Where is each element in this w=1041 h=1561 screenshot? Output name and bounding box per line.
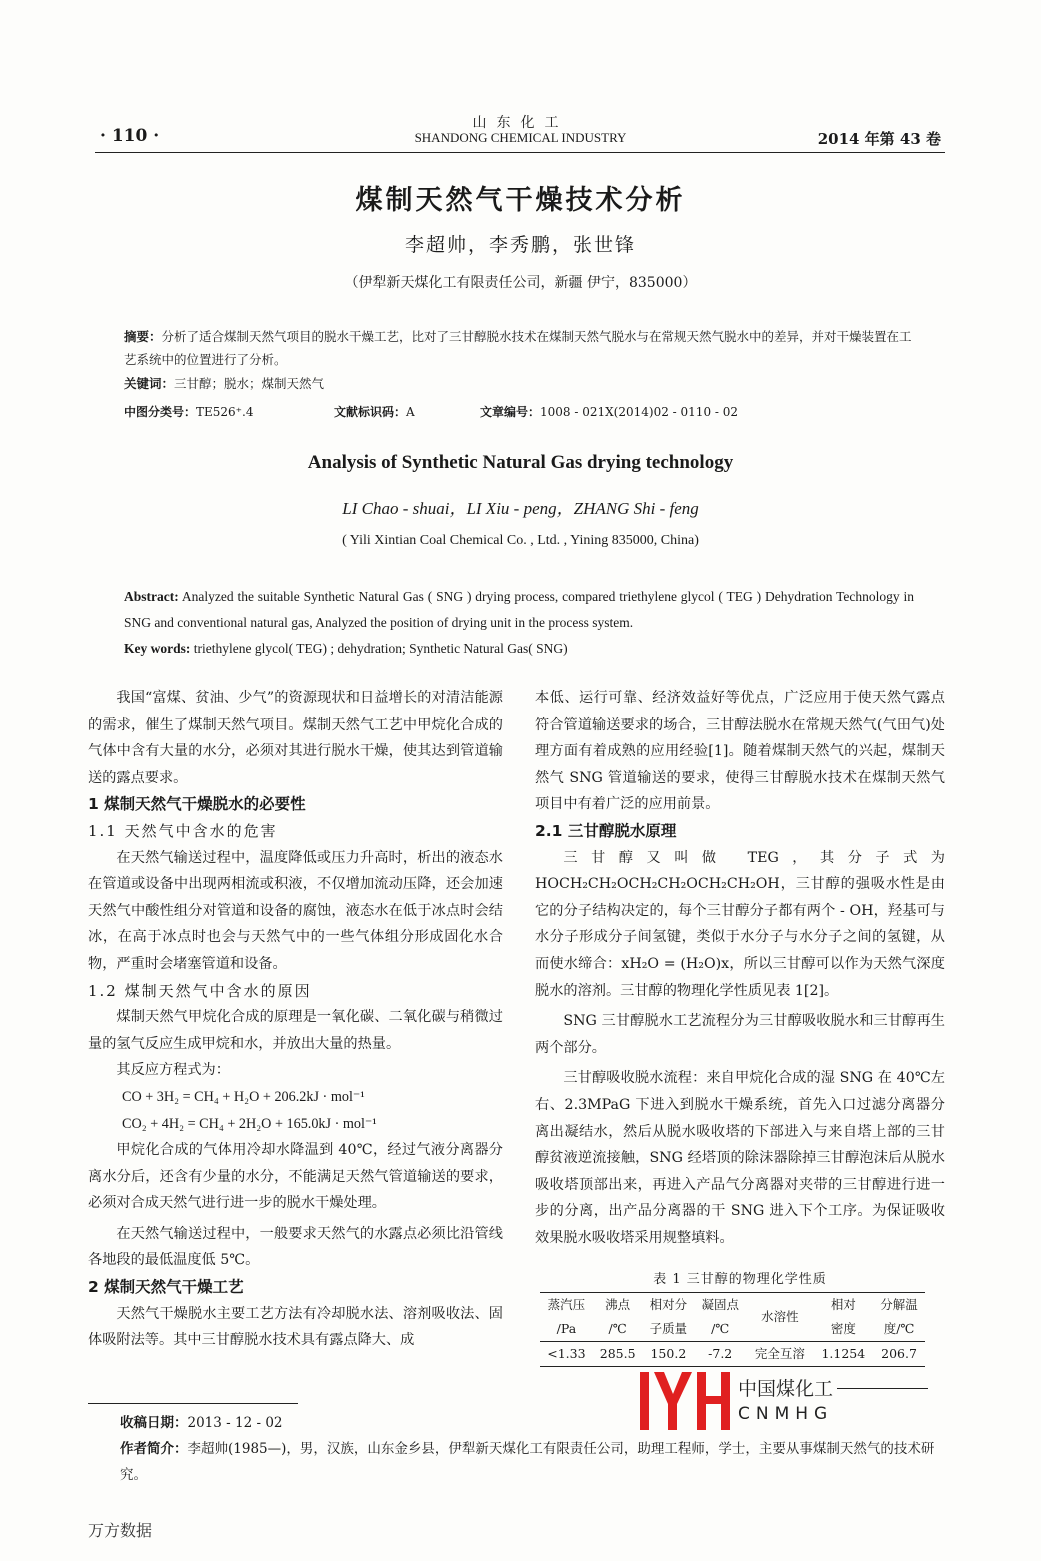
header-rule [95,152,945,153]
author-bio: 作者简介：李超帅(1985—)，男，汉族，山东金乡县，伊犁新天煤化工有限责任公司，助理工程师，学士，主要从事煤制天然气的技术研究。 [120,1441,935,1483]
table-header-cell: 蒸汽压 [540,1293,593,1318]
section-1-1-heading: 1.1 天然气中含水的危害 [88,821,278,840]
table-header-cell: 相对分 [642,1293,694,1318]
teg-principle-paragraph: 三甘醇又叫做 TEG，其分子式为 HOCH₂CH₂OCH₂CH₂OCH₂CH₂OH，三甘醇的强吸水性是由它的分子结构决定的，每个三甘醇分子都有两个 - OH，羟基可与水分子形成分子间氢键，类似于水分子与水分子之间的氢键，从而使水缔合：xH₂O = (H₂O)x，所以三甘醇可以作为天然气深度脱水的溶剂。三甘醇的物理化学性质见表 1[2]。 [535,849,945,999]
logo-text-cn: 中国煤化工 [738,1374,837,1401]
abstract-cn-text: 分析了适合煤制天然气项目的脱水干燥工艺，比对了三甘醇脱水技术在煤制天然气脱水与在常规天然气脱水中的差异，并对干燥装置在工艺系统中的位置进行了分析。 [124,329,912,367]
equation-intro: 其反应方程式为： [116,1062,230,1079]
section-1-2-heading: 1.2 煤制天然气中含水的原因 [88,981,312,1000]
table-cell: 285.5 [593,1342,643,1367]
section-1-1-paragraph: 在天然气输送过程中，温度降低或压力升高时，析出的液态水在管道或设备中出现两相流或积液，不仅增加流动压降，还会加速天然气中酸性组分对管道和设备的腐蚀，液态水在低于冰点时会结冰，在高于冰点时也会与天然气中的一些气体组分形成固化水合物，严重时会堵塞管道和设备。 [88,849,503,972]
table-header-cell: 相对 [814,1293,874,1318]
section-2-paragraph: 天然气干燥脱水主要工艺方法有冷却脱水法、溶剂吸收法、固体吸附法等。其中三甘醇脱水技术具有露点降大、成 [88,1305,503,1349]
source-watermark: 万方数据 [88,1521,153,1540]
authors-cn: 李超帅，李秀鹏，张世锋 [404,234,636,256]
cooling-paragraph: 甲烷化合成的气体用冷却水降温到 40℃，经过气液分离器分离水分后，还含有少量的水分，不能满足天然气管道输送的要求，必须对合成天然气进行进一步的脱水干燥处理。 [88,1142,503,1212]
abstract-cn-label: 摘要： [124,329,162,344]
abstract-en-text: Analyzed the suitable Synthetic Natural Gas ( SNG ) drying process, compared triethylene glycol ( TEG ) Dehydration Technology in SNG and conventional natural gas, Analyzed the position of drying unit in the process system. [124,589,914,630]
table-header-cell: 水溶性 [746,1293,813,1342]
keywords-en-label: Key words: [124,641,191,656]
article-number: 文章编号：1008 - 021X(2014)02 - 0110 - 02 [480,405,739,419]
table-1-caption: 表 1 三甘醇的物理化学性质 [653,1272,827,1287]
table-cell: 150.2 [642,1342,694,1367]
table-cell: 1.1254 [814,1342,874,1367]
table-header-cell: /℃ [608,1321,627,1336]
paper-title-cn: 煤制天然气干燥技术分析 [355,185,686,216]
table-header-cell: 密度 [830,1321,856,1336]
journal-name-en: SHANDONG CHEMICAL INDUSTRY [414,130,627,145]
affiliation-en: ( Yili Xintian Coal Chemical Co. , Ltd. , Yining 835000, China) [342,533,699,548]
table-header-cell: 分解温 [873,1293,925,1318]
clc-code: 中图分类号：TE526⁺.4 [124,405,254,419]
abstract-en-label: Abstract: [124,589,179,604]
table-header-cell: /℃ [711,1321,730,1336]
section-1-2-paragraph: 煤制天然气甲烷化合成的原理是一氧化碳、二氧化碳与稍微过量的氢气反应生成甲烷和水，并放出大量的热量。 [88,1009,503,1052]
table-header-cell: 凝固点 [694,1293,746,1318]
section-1-heading: 1 煤制天然气干燥脱水的必要性 [88,795,306,814]
table-cell: 完全互溶 [746,1342,813,1367]
process-paragraph: SNG 三甘醇脱水工艺流程分为三甘醇吸收脱水和三甘醇再生两个部分。 [535,1013,945,1056]
received-date: 收稿日期：2013 - 12 - 02 [120,1415,283,1431]
abstract-en [124,584,914,662]
table-header-cell: /Pa [556,1321,577,1336]
keywords-cn-label: 关键词： [124,376,175,391]
right-column [535,685,945,1251]
table-row [540,1342,925,1367]
table-header-cell: 子质量 [649,1321,688,1336]
keywords-cn [124,372,924,395]
journal-name-cn: 山东化工 [472,115,569,131]
table-1-grid [540,1292,925,1367]
continued-paragraph: 本低、运行可靠、经济效益好等优点，广泛应用于使天然气露点符合管道输送要求的场合，三甘醇法脱水在常规天然气(气田气)处理方面有着成熟的应用经验[1]。随着煤制天然气的兴起，煤制天然气 SNG 管道输送的要求，使得三甘醇脱水技术在煤制天然气项目中有着广泛的应用前景。 [535,690,945,813]
table-header-cell: 沸点 [593,1293,643,1318]
section-2-heading: 2 煤制天然气干燥工艺 [88,1278,244,1297]
left-column [88,685,503,1354]
logo-text-en: CNMHG [738,1404,834,1424]
table-header-cell: 度/℃ [883,1321,915,1336]
year-volume: 2014 年第 43 卷 [817,130,941,148]
dewpoint-paragraph: 在天然气输送过程中，一般要求天然气的水露点必须比沿管线各地段的最低温度低 5℃。 [88,1225,503,1269]
table-cell: 206.7 [873,1342,925,1367]
equation-1: CO + 3H₂ = CH₄ + H₂O + 206.2kJ · mol⁻¹ [122,1088,365,1105]
paper-title-en: Analysis of Synthetic Natural Gas drying technology [307,452,734,473]
table-1 [535,1268,945,1367]
page-number: · 110 · [100,126,160,146]
keywords-en-text: triethylene glycol( TEG) ; dehydration; Synthetic Natural Gas( SNG) [190,641,568,656]
doc-code: 文献标识码：A [334,405,415,419]
footnote-rule [88,1403,298,1404]
keywords-cn-text: 三甘醇；脱水；煤制天然气 [174,376,325,391]
section-2-1-heading: 2.1 三甘醇脱水原理 [535,821,677,840]
intro-paragraph: 我国“富煤、贫油、少气”的资源现状和日益增长的对清洁能源的需求，催生了煤制天然气项目。煤制天然气工艺中甲烷化合成的气体中含有大量的水分，必须对其进行脱水干燥，使其达到管道输送的露点要求。 [88,690,503,786]
authors-en: LI Chao - shuai，LI Xiu - peng，ZHANG Shi - feng [342,499,699,518]
abstract-cn [124,325,924,371]
affiliation-cn: （伊犁新天煤化工有限责任公司，新疆 伊宁，835000） [344,275,697,291]
table-cell: -7.2 [694,1342,746,1367]
equation-2: CO₂ + 4H₂ = CH₄ + 2H₂O + 165.0kJ · mol⁻¹ [122,1115,377,1132]
table-cell: <1.33 [540,1342,593,1367]
absorption-paragraph: 三甘醇吸收脱水流程：来自甲烷化合成的湿 SNG 在 40℃左右、2.3MPaG 下进入到脱水干燥系统，首先入口过滤分离器分离出凝结水，然后从脱水吸收塔的下部进入与来自塔上部的三甘醇贫液逆流接触，SNG 经塔顶的除沫器除掉三甘醇泡沫后从脱水吸收塔顶部出来，再进入产品气分离器对夹带的三甘醇进行进一步的分离，出产品分离器的干 SNG 进入下个工序。为保证吸收效果脱水吸收塔采用规整填料。 [535,1070,945,1246]
